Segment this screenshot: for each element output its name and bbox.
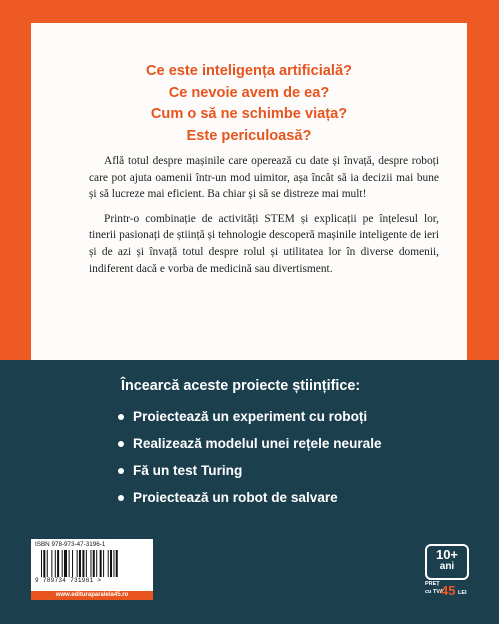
barcode-bar — [113, 550, 114, 577]
barcode-bar — [55, 550, 56, 577]
paragraph-2: Printr-o combinație de activități STEM și explicații pe înțelesul lor, tinerii pasionați de știință și tehnologie descoperă mașinile inteligente de ieri și de azi și învață totul despre rolul și utilitatea lor în diverse domenii, indiferent dacă e vorba de medicină sau divertisment. — [89, 212, 439, 275]
barcode-bar — [116, 550, 118, 577]
projects-title: Încearcă aceste proiecte științifice: — [121, 378, 361, 394]
project-list — [118, 408, 382, 516]
barcode-bar — [100, 550, 102, 577]
list-item — [118, 408, 382, 435]
barcode-digits: 9 789734 731961 > — [35, 577, 102, 584]
barcode-bar — [82, 550, 84, 577]
barcode-bar — [108, 550, 109, 577]
barcode-icon — [41, 550, 143, 577]
barcode-bar — [64, 550, 67, 577]
bullet-icon — [118, 495, 124, 501]
barcode-bar — [72, 550, 73, 577]
age-number: 10+ — [435, 547, 459, 562]
bullet-icon — [118, 441, 124, 447]
barcode-bar — [79, 550, 81, 577]
barcode-bar — [110, 550, 112, 577]
projects-panel — [0, 360, 499, 624]
age-badge — [425, 544, 469, 580]
question-list — [31, 61, 467, 147]
barcode-bar — [43, 550, 45, 577]
barcode-bar — [103, 550, 104, 577]
description-panel — [31, 23, 467, 360]
barcode-bar — [96, 550, 97, 577]
question-4: Este periculoasă? — [186, 127, 312, 144]
question-1: Ce este inteligența artificială? — [145, 63, 352, 79]
project-label: Proiectează un experiment cu roboți — [133, 409, 368, 424]
barcode-bar — [69, 550, 70, 577]
barcode-bar — [47, 550, 48, 577]
price-currency: LEI — [458, 590, 467, 596]
project-label: Proiectează un robot de salvare — [133, 490, 338, 505]
barcode-bar — [86, 550, 87, 577]
barcode-bar — [51, 550, 52, 577]
project-label: Fă un test Turing — [133, 463, 243, 478]
description-text — [89, 153, 439, 285]
list-item — [118, 435, 382, 462]
barcode-bar — [62, 550, 63, 577]
bullet-icon — [118, 414, 124, 420]
barcode-bar — [41, 550, 42, 577]
bullet-icon — [118, 468, 124, 474]
price-amount: 45 — [441, 583, 456, 598]
project-label: Realizează modelul unei rețele neurale — [133, 436, 382, 451]
question-3: Cum o să ne schimbe viața? — [150, 106, 348, 122]
price-tva: cu TVA — [425, 589, 444, 595]
age-unit: ani — [439, 561, 455, 572]
price-label: PREȚ — [425, 581, 440, 587]
list-item — [118, 462, 382, 489]
paragraph-1: Află totul despre mașinile care operează cu date și învață, despre roboți care pot ajuta oamenii într-un mod uimitor, așa încât să ia decizii mai bune și să lucreze mai eficient. Ba chiar și să se distreze mai mult! — [89, 155, 439, 201]
barcode-bar — [90, 550, 91, 577]
barcode-bar — [77, 550, 78, 577]
barcode-bar — [57, 550, 59, 577]
barcode-box — [31, 539, 153, 600]
list-item — [118, 489, 382, 516]
isbn-text: ISBN 978-973-47-3196-1 — [35, 541, 106, 548]
website-link[interactable]: www.edituraparalela45.ro — [31, 591, 153, 600]
question-2: Ce nevoie avem de ea? — [168, 84, 330, 101]
barcode-bar — [93, 550, 95, 577]
